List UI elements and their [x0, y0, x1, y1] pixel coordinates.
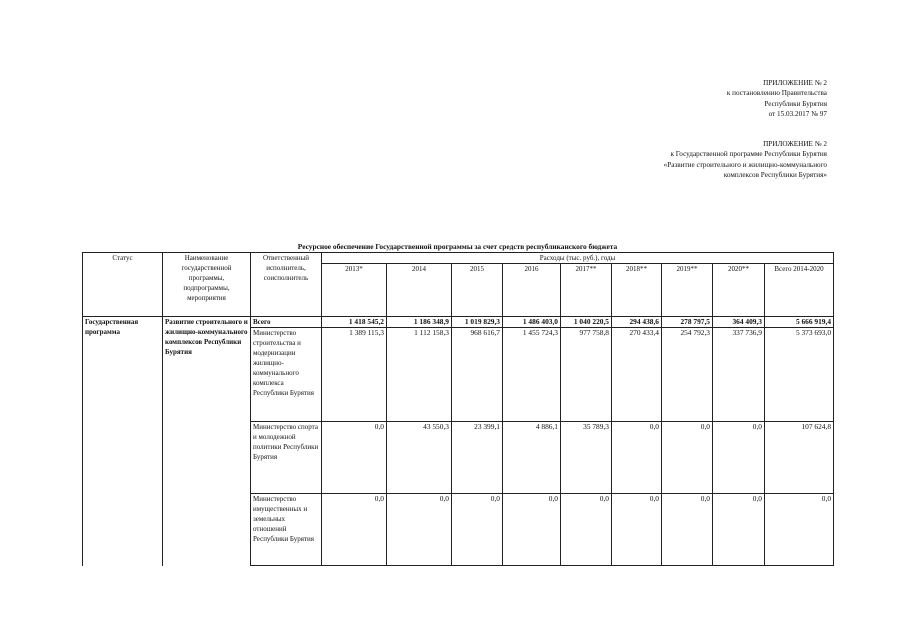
appendix-program-note [659, 139, 827, 181]
executor-cell: Министерство имущественных и земельных отношений Республики Бурятия [251, 494, 322, 566]
appendix-decree-note [667, 78, 827, 120]
value-cell: 977 758,8 [561, 328, 612, 422]
value-cell: 0,0 [322, 422, 387, 494]
appendix-program-line: к Государственной программе Республики Бурятия [670, 150, 827, 159]
appendix-decree-line: Республики Бурятия [764, 99, 827, 108]
value-cell: 1 389 115,3 [322, 328, 387, 422]
appendix-program-line: «Развитие строительного и жилищно-коммунального комплексов Республики Бурятия» [663, 160, 827, 180]
value-cell: 0,0 [322, 494, 387, 566]
appendix-decree-line: от 15.03.2017 № 97 [768, 110, 827, 119]
executor-cell: Министерство спорта и молодежной политики Республики Бурятия [251, 422, 322, 494]
appendix-decree-line: к постановлению Правительства [726, 89, 827, 98]
value-cell: 0,0 [387, 494, 452, 566]
value-cell: 0,0 [713, 494, 765, 566]
value-cell: 0,0 [561, 494, 612, 566]
value-cell: 0,0 [612, 494, 662, 566]
header-year: 2013* [322, 264, 387, 317]
value-cell: 294 438,6 [612, 317, 662, 328]
header-year: 2019** [662, 264, 713, 317]
header-executor: Ответственный исполнитель, соисполнитель [251, 253, 322, 317]
value-cell: 107 624,8 [765, 422, 834, 494]
value-cell: 0,0 [662, 422, 713, 494]
value-cell: 5 666 919,4 [765, 317, 834, 328]
header-expenses: Расходы (тыс. руб.), годы [322, 253, 834, 264]
resource-table [82, 252, 834, 566]
value-cell: 43 550,3 [387, 422, 452, 494]
header-status: Статус [83, 253, 163, 317]
header-year: 2018** [612, 264, 662, 317]
value-cell: 0,0 [662, 494, 713, 566]
header-year: 2020** [713, 264, 765, 317]
value-cell: 270 433,4 [612, 328, 662, 422]
executor-cell: Всего [251, 317, 322, 328]
value-cell: 1 186 348,9 [387, 317, 452, 328]
value-cell: 0,0 [503, 494, 561, 566]
value-cell: 254 792,3 [662, 328, 713, 422]
appendix-decree-line: ПРИЛОЖЕНИЕ № 2 [763, 79, 827, 87]
table-row [83, 317, 834, 328]
value-cell: 0,0 [765, 494, 834, 566]
value-cell: 364 409,3 [713, 317, 765, 328]
value-cell: 1 019 829,3 [452, 317, 503, 328]
header-year: 2014 [387, 264, 452, 317]
value-cell: 0,0 [612, 422, 662, 494]
value-cell: 1 040 220,5 [561, 317, 612, 328]
status-cell: Государственная программа [83, 317, 163, 566]
value-cell: 4 886,1 [503, 422, 561, 494]
value-cell: 0,0 [452, 494, 503, 566]
header-year: Всего 2014-2020 [765, 264, 834, 317]
value-cell: 35 789,3 [561, 422, 612, 494]
value-cell: 1 486 403,0 [503, 317, 561, 328]
value-cell: 278 797,5 [662, 317, 713, 328]
value-cell: 968 616,7 [452, 328, 503, 422]
value-cell: 5 373 693,0 [765, 328, 834, 422]
header-year: 2017** [561, 264, 612, 317]
value-cell: 1 112 158,3 [387, 328, 452, 422]
program-name-cell: Развитие строительного и жилищно-коммунального комплексов Республики Бурятия [163, 317, 251, 566]
value-cell: 23 399,1 [452, 422, 503, 494]
header-year: 2015 [452, 264, 503, 317]
executor-cell: Министерство строительства и модернизации жилищно-коммунального комплекса Республики Бурятия [251, 328, 322, 422]
value-cell: 337 736,9 [713, 328, 765, 422]
value-cell: 1 418 545,2 [322, 317, 387, 328]
table-title: Ресурсное обеспечение Государственной программы за счет средств республиканского бюджета [297, 242, 618, 251]
header-year: 2016 [503, 264, 561, 317]
header-name: Наименование государственной программы, подпрограммы, мероприятия [163, 253, 251, 317]
value-cell: 1 455 724,3 [503, 328, 561, 422]
appendix-program-line: ПРИЛОЖЕНИЕ № 2 [763, 140, 827, 148]
value-cell: 0,0 [713, 422, 765, 494]
